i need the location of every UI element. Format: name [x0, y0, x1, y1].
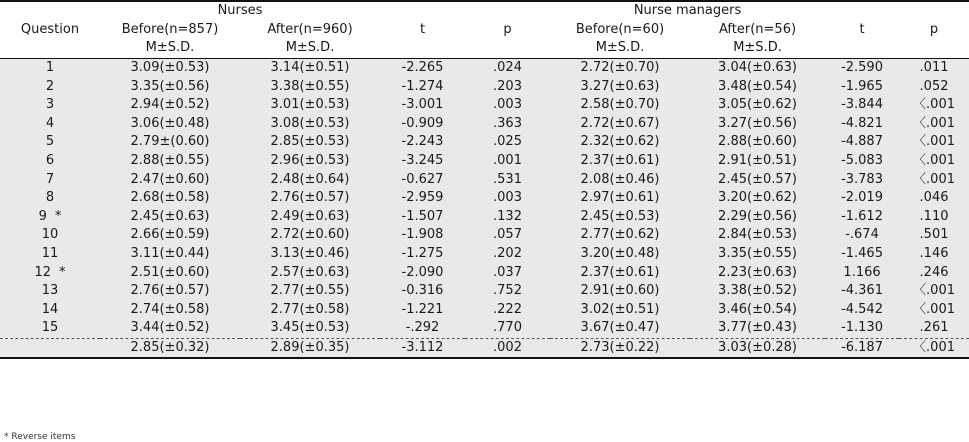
cell-managers-after: 3.46(±0.54)	[690, 301, 825, 320]
cell-managers-t: -4.821	[825, 115, 899, 134]
cell-nurses-p: .024	[465, 58, 550, 77]
question-number-text: 3	[45, 97, 55, 113]
col-header-managers-after: After(n=56)	[690, 21, 825, 40]
cell-managers-t: 1.166	[825, 263, 899, 282]
cell-nurses-before: 3.09(±0.53)	[100, 58, 240, 77]
cell-managers-t: -1.465	[825, 245, 899, 264]
cell-managers-p: .046	[899, 189, 969, 208]
cell-nurses-t: -2.243	[380, 133, 465, 152]
cell-nurses-after: 2.48(±0.64)	[240, 170, 380, 189]
cell-nurses-t: -1.908	[380, 226, 465, 245]
col-header-question: Question	[0, 21, 100, 40]
cell-managers-before: 2.37(±0.61)	[550, 263, 690, 282]
cell-nurses-before: 3.11(±0.44)	[100, 245, 240, 264]
cell-nurses-t: -.292	[380, 319, 465, 338]
cell-managers-before: 2.37(±0.61)	[550, 152, 690, 171]
cell-nurses-p: .752	[465, 282, 550, 301]
question-number-text: 2	[45, 78, 55, 94]
table-row	[0, 208, 969, 227]
cell-nurses-p: .001	[465, 152, 550, 171]
cell-nurses-t: -1.274	[380, 77, 465, 96]
cell-nurses-t: -0.627	[380, 170, 465, 189]
cell-managers-p: .246	[899, 263, 969, 282]
header-row-msd	[0, 39, 969, 58]
cell-managers-before: 3.02(±0.51)	[550, 301, 690, 320]
question-number	[0, 115, 100, 134]
group-header-nurse-managers: Nurse managers	[550, 1, 825, 21]
cell-nurses-t: -2.959	[380, 189, 465, 208]
cell-managers-before: 2.77(±0.62)	[550, 226, 690, 245]
cell-managers-after: 3.48(±0.54)	[690, 77, 825, 96]
cell-nurses-p: .203	[465, 77, 550, 96]
cell-managers-p: 〈.001	[899, 96, 969, 115]
question-number	[0, 58, 100, 77]
cell-nurses-after: 3.13(±0.46)	[240, 245, 380, 264]
cell-managers-p: 〈.001	[899, 152, 969, 171]
cell-managers-after: 3.05(±0.62)	[690, 96, 825, 115]
question-number	[0, 133, 100, 152]
cell-managers-before: 2.32(±0.62)	[550, 133, 690, 152]
cell-nurses-t: -2.265	[380, 58, 465, 77]
cell-managers-p: .052	[899, 77, 969, 96]
cell-nurses-before: 3.35(±0.56)	[100, 77, 240, 96]
col-header-managers-before: Before(n=60)	[550, 21, 690, 40]
total-nurses-t: -3.112	[380, 338, 465, 358]
cell-managers-p: 〈.001	[899, 301, 969, 320]
cell-nurses-t: -0.316	[380, 282, 465, 301]
cell-managers-before: 2.58(±0.70)	[550, 96, 690, 115]
cell-nurses-p: .003	[465, 189, 550, 208]
total-nurses-before: 2.85(±0.32)	[100, 338, 240, 358]
question-number	[0, 170, 100, 189]
question-number-text: 11	[41, 246, 59, 262]
cell-managers-before: 3.67(±0.47)	[550, 319, 690, 338]
cell-managers-t: -4.361	[825, 282, 899, 301]
table-row	[0, 58, 969, 77]
cell-managers-after: 3.77(±0.43)	[690, 319, 825, 338]
col-header-nurses-before: Before(n=857)	[100, 21, 240, 40]
cell-nurses-p: .202	[465, 245, 550, 264]
cell-nurses-before: 2.88(±0.55)	[100, 152, 240, 171]
table-row	[0, 282, 969, 301]
cell-nurses-t: -3.245	[380, 152, 465, 171]
question-number-text: 5	[45, 134, 55, 150]
cell-nurses-p: .132	[465, 208, 550, 227]
cell-managers-t: -1.965	[825, 77, 899, 96]
table-row	[0, 319, 969, 338]
cell-managers-before: 2.45(±0.53)	[550, 208, 690, 227]
cell-nurses-p: .531	[465, 170, 550, 189]
question-number	[0, 77, 100, 96]
total-nurses-after: 2.89(±0.35)	[240, 338, 380, 358]
cell-nurses-t: -1.221	[380, 301, 465, 320]
question-number	[0, 282, 100, 301]
cell-managers-after: 2.88(±0.60)	[690, 133, 825, 152]
cell-nurses-p: .037	[465, 263, 550, 282]
cell-managers-t: -1.612	[825, 208, 899, 227]
cell-managers-after: 2.84(±0.53)	[690, 226, 825, 245]
cell-nurses-after: 3.14(±0.51)	[240, 58, 380, 77]
cell-managers-after: 3.38(±0.52)	[690, 282, 825, 301]
table-row	[0, 96, 969, 115]
cell-managers-p: 〈.001	[899, 170, 969, 189]
cell-managers-p: .501	[899, 226, 969, 245]
cell-managers-before: 2.72(±0.70)	[550, 58, 690, 77]
col-header-nurses-after: After(n=960)	[240, 21, 380, 40]
total-label	[0, 338, 100, 358]
cell-nurses-after: 2.77(±0.55)	[240, 282, 380, 301]
cell-managers-p: 〈.001	[899, 115, 969, 134]
question-number	[0, 263, 100, 282]
cell-nurses-before: 2.79±(0.60)	[100, 133, 240, 152]
col-header-managers-t: t	[825, 21, 899, 40]
cell-managers-before: 2.97(±0.61)	[550, 189, 690, 208]
cell-nurses-before: 3.44(±0.52)	[100, 319, 240, 338]
cell-managers-t: -3.844	[825, 96, 899, 115]
col-header-managers-p: p	[899, 21, 969, 40]
cell-nurses-t: -1.507	[380, 208, 465, 227]
total-managers-t: -6.187	[825, 338, 899, 358]
cell-nurses-p: .057	[465, 226, 550, 245]
table-row	[0, 263, 969, 282]
cell-nurses-before: 2.74(±0.58)	[100, 301, 240, 320]
cell-managers-before: 3.27(±0.63)	[550, 77, 690, 96]
question-number-text: 15	[41, 320, 59, 336]
cell-nurses-after: 2.96(±0.53)	[240, 152, 380, 171]
total-managers-after: 3.03(±0.28)	[690, 338, 825, 358]
cell-nurses-p: .222	[465, 301, 550, 320]
cell-managers-before: 2.91(±0.60)	[550, 282, 690, 301]
question-number	[0, 152, 100, 171]
cell-nurses-t: -1.275	[380, 245, 465, 264]
table-row	[0, 170, 969, 189]
question-number-text: 14	[41, 301, 59, 317]
question-number	[0, 208, 100, 227]
msd-label: M±S.D.	[240, 39, 380, 58]
question-number-text: 10	[41, 227, 59, 243]
cell-nurses-p: .363	[465, 115, 550, 134]
msd-label: M±S.D.	[690, 39, 825, 58]
question-number	[0, 301, 100, 320]
cell-managers-after: 3.35(±0.55)	[690, 245, 825, 264]
cell-managers-after: 3.04(±0.63)	[690, 58, 825, 77]
cell-managers-t: -3.783	[825, 170, 899, 189]
cell-nurses-t: -2.090	[380, 263, 465, 282]
cell-nurses-after: 2.76(±0.57)	[240, 189, 380, 208]
cell-nurses-before: 2.76(±0.57)	[100, 282, 240, 301]
reverse-item-marker: *	[59, 264, 66, 280]
cell-nurses-before: 2.94(±0.52)	[100, 96, 240, 115]
cell-nurses-p: .025	[465, 133, 550, 152]
table-row	[0, 301, 969, 320]
table-row	[0, 226, 969, 245]
cell-nurses-t: -0.909	[380, 115, 465, 134]
header-row-columns	[0, 21, 969, 40]
group-header-nurses: Nurses	[100, 1, 380, 21]
table-row	[0, 115, 969, 134]
cell-nurses-before: 2.45(±0.63)	[100, 208, 240, 227]
cell-nurses-after: 3.45(±0.53)	[240, 319, 380, 338]
table-row	[0, 152, 969, 171]
cell-nurses-before: 2.47(±0.60)	[100, 170, 240, 189]
footnote: * Reverse items	[4, 432, 76, 442]
cell-nurses-after: 2.85(±0.53)	[240, 133, 380, 152]
cell-managers-after: 2.45(±0.57)	[690, 170, 825, 189]
table-row	[0, 189, 969, 208]
question-number-text: 6	[45, 153, 55, 169]
cell-nurses-after: 3.08(±0.53)	[240, 115, 380, 134]
cell-nurses-after: 2.77(±0.58)	[240, 301, 380, 320]
question-number-text: 4	[45, 115, 55, 131]
cell-managers-p: .011	[899, 58, 969, 77]
question-number	[0, 226, 100, 245]
cell-managers-p: .261	[899, 319, 969, 338]
question-number	[0, 319, 100, 338]
msd-label: M±S.D.	[550, 39, 690, 58]
question-number-text: 12	[34, 264, 52, 280]
total-row	[0, 338, 969, 358]
cell-managers-p: .146	[899, 245, 969, 264]
cell-managers-t: -5.083	[825, 152, 899, 171]
table-row	[0, 245, 969, 264]
cell-nurses-after: 2.49(±0.63)	[240, 208, 380, 227]
cell-managers-after: 2.29(±0.56)	[690, 208, 825, 227]
question-number-text: 1	[45, 60, 55, 76]
cell-managers-p: 〈.001	[899, 133, 969, 152]
cell-managers-before: 2.72(±0.67)	[550, 115, 690, 134]
cell-managers-after: 2.23(±0.63)	[690, 263, 825, 282]
cell-nurses-p: .003	[465, 96, 550, 115]
cell-nurses-p: .770	[465, 319, 550, 338]
question-number	[0, 245, 100, 264]
cell-managers-t: -.674	[825, 226, 899, 245]
col-header-nurses-p: p	[465, 21, 550, 40]
cell-managers-t: -1.130	[825, 319, 899, 338]
cell-managers-before: 2.08(±0.46)	[550, 170, 690, 189]
total-nurses-p: .002	[465, 338, 550, 358]
cell-managers-p: .110	[899, 208, 969, 227]
cell-nurses-before: 2.66(±0.59)	[100, 226, 240, 245]
question-number-text: 13	[41, 283, 59, 299]
cell-nurses-before: 2.68(±0.58)	[100, 189, 240, 208]
question-number	[0, 96, 100, 115]
cell-managers-after: 3.27(±0.56)	[690, 115, 825, 134]
cell-managers-after: 2.91(±0.51)	[690, 152, 825, 171]
cell-nurses-after: 3.01(±0.53)	[240, 96, 380, 115]
cell-managers-p: 〈.001	[899, 282, 969, 301]
cell-nurses-after: 2.72(±0.60)	[240, 226, 380, 245]
table-row	[0, 77, 969, 96]
cell-nurses-t: -3.001	[380, 96, 465, 115]
total-managers-p: 〈.001	[899, 338, 969, 358]
question-number	[0, 189, 100, 208]
cell-nurses-before: 3.06(±0.48)	[100, 115, 240, 134]
cell-managers-t: -2.019	[825, 189, 899, 208]
cell-managers-t: -4.542	[825, 301, 899, 320]
question-number-text: 9	[38, 208, 47, 224]
header-row-groups	[0, 1, 969, 21]
msd-label: M±S.D.	[100, 39, 240, 58]
cell-managers-after: 3.20(±0.62)	[690, 189, 825, 208]
cell-nurses-after: 2.57(±0.63)	[240, 263, 380, 282]
total-managers-before: 2.73(±0.22)	[550, 338, 690, 358]
question-number-text: 7	[45, 171, 55, 187]
table-row	[0, 133, 969, 152]
col-header-nurses-t: t	[380, 21, 465, 40]
cell-nurses-before: 2.51(±0.60)	[100, 263, 240, 282]
cell-managers-t: -2.590	[825, 58, 899, 77]
cell-nurses-after: 3.38(±0.55)	[240, 77, 380, 96]
cell-managers-t: -4.887	[825, 133, 899, 152]
cell-managers-before: 3.20(±0.48)	[550, 245, 690, 264]
reverse-item-marker: *	[54, 208, 62, 224]
question-number-text: 8	[45, 190, 55, 206]
